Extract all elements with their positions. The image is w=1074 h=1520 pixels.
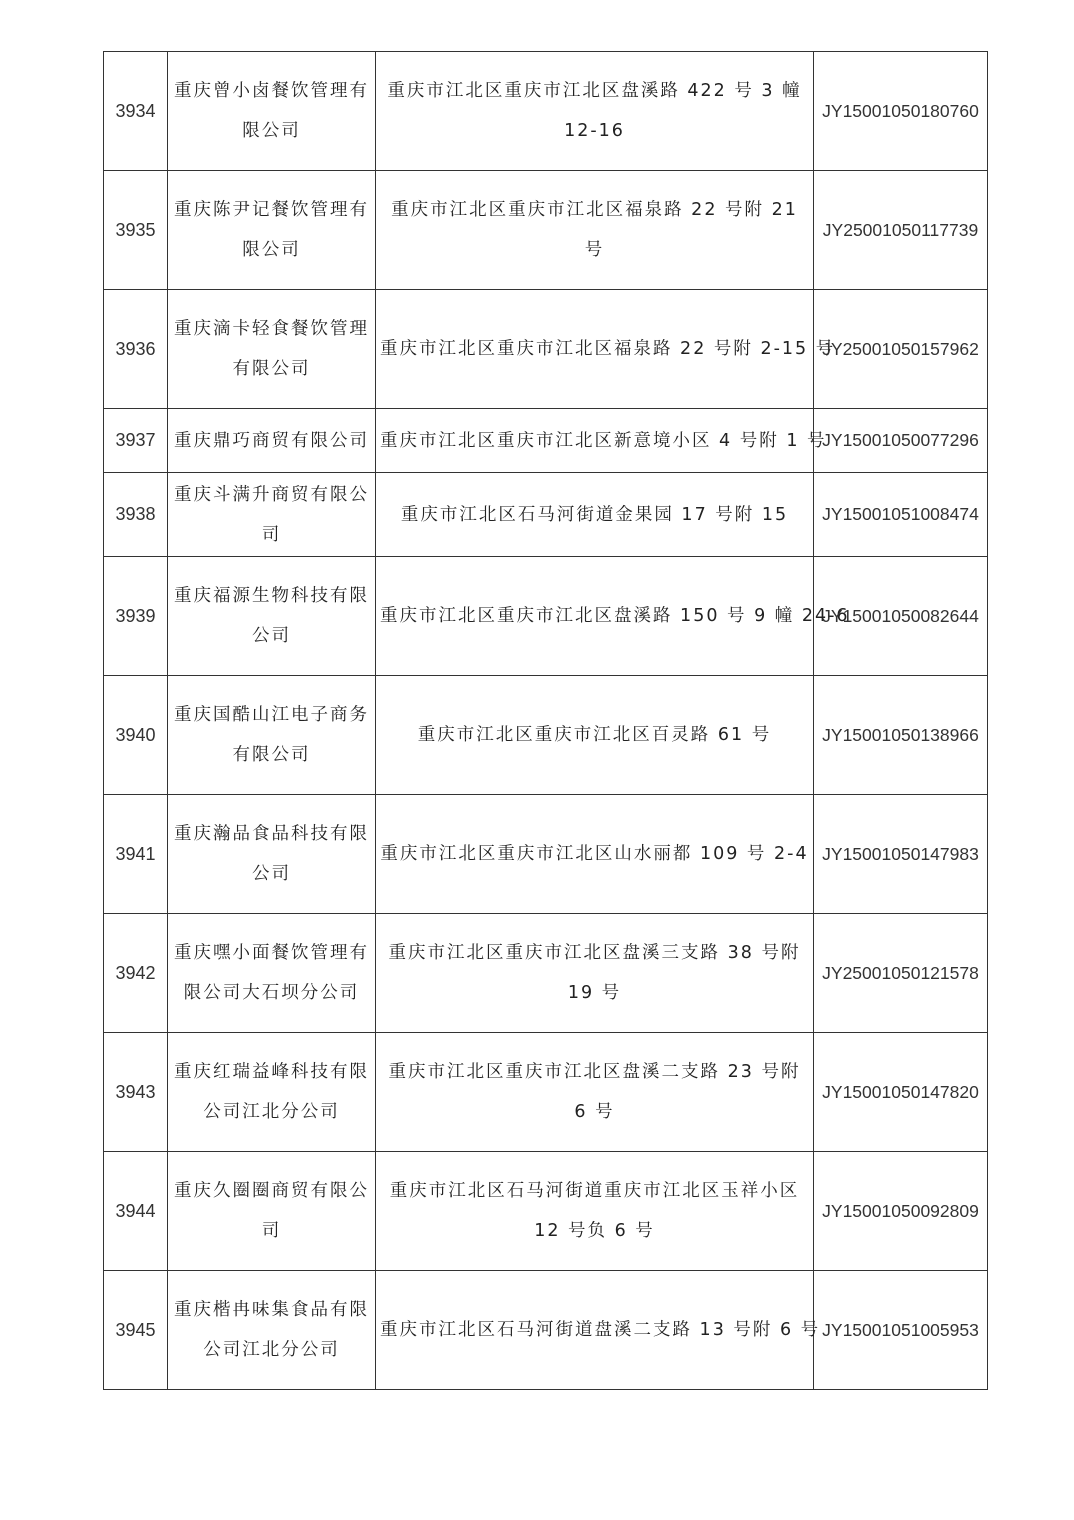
company-name: 重庆嘿小面餐饮管理有限公司大石坝分公司 [168, 914, 376, 1033]
row-number: 3939 [104, 557, 168, 676]
company-name: 重庆福源生物科技有限公司 [168, 557, 376, 676]
license-number: JY25001050157962 [814, 290, 988, 409]
company-name: 重庆鼎巧商贸有限公司 [168, 409, 376, 473]
license-number: JY15001050138966 [814, 676, 988, 795]
company-name: 重庆瀚品食品科技有限公司 [168, 795, 376, 914]
row-number: 3942 [104, 914, 168, 1033]
company-name: 重庆曾小卤餐饮管理有限公司 [168, 52, 376, 171]
table-row [104, 290, 988, 409]
company-address: 重庆市江北区重庆市江北区新意境小区 4 号附 1 号 [376, 409, 814, 473]
license-registry-table [103, 51, 988, 1390]
license-number: JY15001050180760 [814, 52, 988, 171]
table-row [104, 676, 988, 795]
company-address: 重庆市江北区石马河街道盘溪二支路 13 号附 6 号 [376, 1271, 814, 1390]
table-row [104, 473, 988, 557]
company-name: 重庆陈尹记餐饮管理有限公司 [168, 171, 376, 290]
company-name: 重庆久圈圈商贸有限公司 [168, 1152, 376, 1271]
license-number: JY15001050092809 [814, 1152, 988, 1271]
company-address: 重庆市江北区石马河街道重庆市江北区玉祥小区 12 号负 6 号 [376, 1152, 814, 1271]
table-row [104, 1271, 988, 1390]
company-address: 重庆市江北区重庆市江北区盘溪路 150 号 9 幢 24-6 [376, 557, 814, 676]
table-row [104, 557, 988, 676]
license-number: JY15001051005953 [814, 1271, 988, 1390]
table-row [104, 1152, 988, 1271]
license-number: JY15001051008474 [814, 473, 988, 557]
company-name: 重庆斗满升商贸有限公司 [168, 473, 376, 557]
table-row [104, 52, 988, 171]
license-number: JY15001050082644 [814, 557, 988, 676]
row-number: 3934 [104, 52, 168, 171]
row-number: 3944 [104, 1152, 168, 1271]
company-address: 重庆市江北区重庆市江北区福泉路 22 号附 21 号 [376, 171, 814, 290]
company-address: 重庆市江北区重庆市江北区百灵路 61 号 [376, 676, 814, 795]
row-number: 3938 [104, 473, 168, 557]
license-number: JY15001050147983 [814, 795, 988, 914]
table-row [104, 795, 988, 914]
table-row [104, 914, 988, 1033]
table-row [104, 1033, 988, 1152]
company-address: 重庆市江北区重庆市江北区盘溪二支路 23 号附 6 号 [376, 1033, 814, 1152]
company-address: 重庆市江北区重庆市江北区盘溪路 422 号 3 幢 12-16 [376, 52, 814, 171]
company-address: 重庆市江北区重庆市江北区盘溪三支路 38 号附 19 号 [376, 914, 814, 1033]
company-address: 重庆市江北区石马河街道金果园 17 号附 15 [376, 473, 814, 557]
company-name: 重庆红瑞益峰科技有限公司江北分公司 [168, 1033, 376, 1152]
company-name: 重庆国酷山江电子商务有限公司 [168, 676, 376, 795]
row-number: 3935 [104, 171, 168, 290]
company-address: 重庆市江北区重庆市江北区山水丽都 109 号 2-4 [376, 795, 814, 914]
row-number: 3945 [104, 1271, 168, 1390]
table-row [104, 409, 988, 473]
company-address: 重庆市江北区重庆市江北区福泉路 22 号附 2-15 号 [376, 290, 814, 409]
row-number: 3937 [104, 409, 168, 473]
row-number: 3941 [104, 795, 168, 914]
row-number: 3936 [104, 290, 168, 409]
license-number: JY15001050147820 [814, 1033, 988, 1152]
company-name: 重庆滴卡轻食餐饮管理有限公司 [168, 290, 376, 409]
company-name: 重庆楷冉味集食品有限公司江北分公司 [168, 1271, 376, 1390]
license-number: JY25001050121578 [814, 914, 988, 1033]
row-number: 3943 [104, 1033, 168, 1152]
row-number: 3940 [104, 676, 168, 795]
license-number: JY25001050117739 [814, 171, 988, 290]
license-number: JY15001050077296 [814, 409, 988, 473]
table-row [104, 171, 988, 290]
